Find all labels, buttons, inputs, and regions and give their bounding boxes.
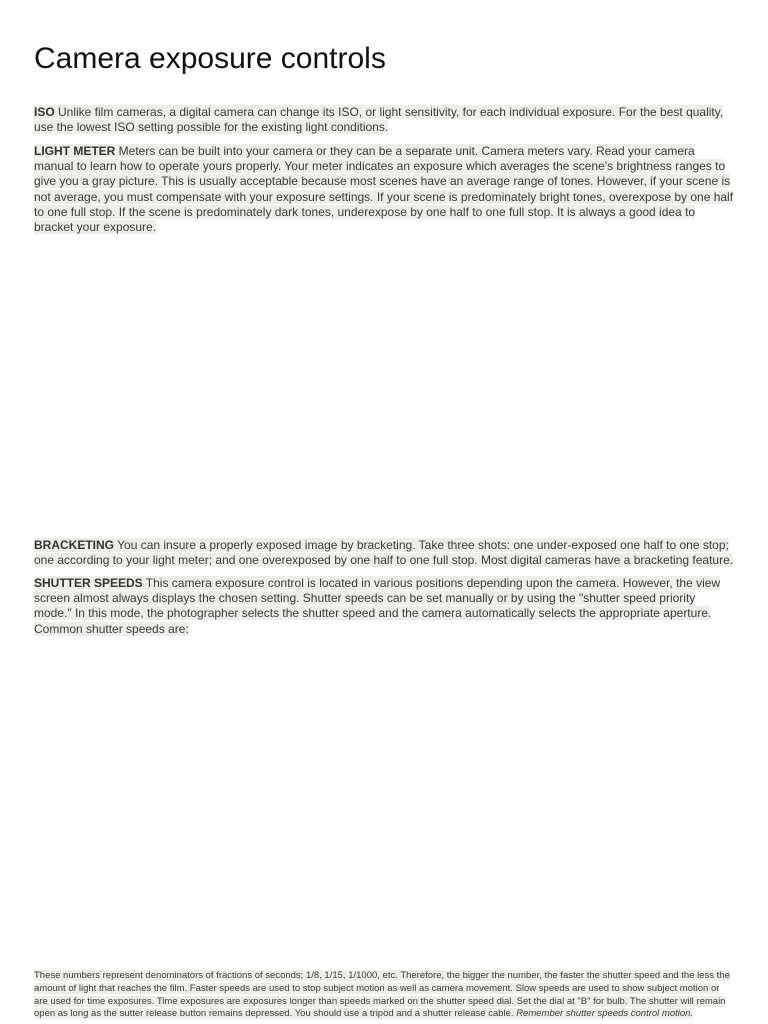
light-meter-body: Meters can be built into your camera or they can be a separate unit. Camera meters vary. Read your camera manual to learn how to operate yours properly. Your meter indicates an exposure which averages the scene's brightness ranges to give you a gray picture. This is usually acceptable because most scenes have an average range of tones. However, if your scene is not average, you must compensate with your exposure settings. If your scene is predominately bright tones, overexpose by one half to one full stop. If the scene is predominately dark tones, underexpose by one half to one full stop. It is always a good idea to bracket your exposure. (34, 144, 734, 235)
bracketing-body: You can insure a properly exposed image by bracketing. Take three shots: one under-exposed one half to one stop; one according to your light meter; and one overexposed by one half to one full stop. Most digital cameras have a bracketing feature. (34, 538, 734, 568)
iso-term: ISO (34, 105, 55, 119)
bracketing-paragraph (34, 538, 734, 568)
iso-paragraph (34, 105, 734, 135)
shutter-speeds-paragraph (34, 576, 734, 637)
shutter-speeds-body: This camera exposure control is located in various positions depending upon the camera. However, the view screen almost always displays the chosen setting. Shutter speeds can be set manually or by using the "shutter speed priority mode." In this mode, the photographer selects the shutter speed and the camera automatically selects the appropriate aperture. Common shutter speeds are: (34, 576, 721, 636)
page-title: Camera exposure controls (34, 42, 386, 75)
iso-body: Unlike film cameras, a digital camera can change its ISO, or light sensitivity, for each individual exposure. For the best quality, use the lowest ISO setting possible for the existing light conditions. (34, 105, 724, 135)
footnote-italic: Remember shutter speeds control motion. (516, 1008, 694, 1020)
shutter-speeds-term: SHUTTER SPEEDS (34, 576, 143, 590)
footnote-paragraph (34, 970, 734, 1021)
bracketing-term: BRACKETING (34, 538, 114, 552)
footnote-body: These numbers represent denominators of fractions of seconds; 1/8, 1/15, 1/1000, etc. Therefore, the bigger the number, the faster the shutter speed and the less the amount of light that reaches the film. Faster speeds are used to stop subject motion as well as camera movement. Slow speeds are used to show subject motion or are used for time exposures. Time exposures are exposures longer than speeds marked on the shutter speed dial. Set the dial at "B" for bulb. The shutter will remain open as long as the sutter release button remains depressed. You should use a tripod and a shutter release cable. (34, 970, 730, 1020)
light-meter-paragraph (34, 144, 734, 235)
light-meter-term: LIGHT METER (34, 144, 116, 158)
